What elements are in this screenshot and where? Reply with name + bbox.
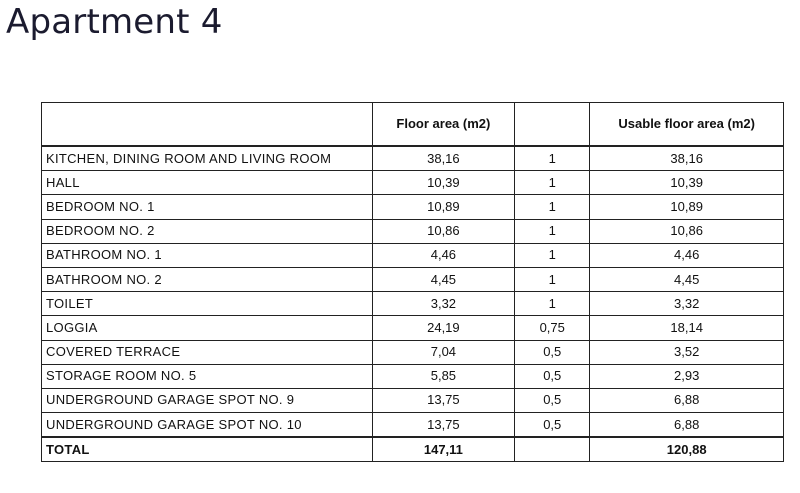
coefficient: 1 [515,243,590,267]
total-usable-area: 120,88 [590,437,784,462]
floor-area: 38,16 [372,146,514,171]
usable-area: 38,16 [590,146,784,171]
table-row [42,219,784,243]
room-name: TOILET [42,292,373,316]
usable-area: 2,93 [590,364,784,388]
coefficient: 1 [515,195,590,219]
usable-area: 4,46 [590,243,784,267]
page-title: Apartment 4 [6,2,223,42]
table-row [42,267,784,291]
header-room [42,103,373,147]
room-name: BATHROOM NO. 1 [42,243,373,267]
floor-area: 4,45 [372,267,514,291]
table-header-row [42,103,784,147]
usable-area: 4,45 [590,267,784,291]
coefficient: 1 [515,219,590,243]
floor-area: 5,85 [372,364,514,388]
usable-area: 6,88 [590,413,784,438]
table-row [42,388,784,412]
coefficient: 1 [515,267,590,291]
coefficient: 0,75 [515,316,590,340]
floor-area: 13,75 [372,388,514,412]
floor-area: 10,86 [372,219,514,243]
usable-area: 3,32 [590,292,784,316]
total-floor-area: 147,11 [372,437,514,462]
floor-area: 13,75 [372,413,514,438]
floor-area: 10,39 [372,171,514,195]
coefficient: 0,5 [515,388,590,412]
room-name: STORAGE ROOM NO. 5 [42,364,373,388]
room-name: COVERED TERRACE [42,340,373,364]
total-row [42,437,784,462]
coefficient: 0,5 [515,413,590,438]
room-name: HALL [42,171,373,195]
header-coefficient [515,103,590,147]
floor-area: 10,89 [372,195,514,219]
table-row [42,340,784,364]
coefficient: 1 [515,292,590,316]
usable-area: 18,14 [590,316,784,340]
header-floor-area: Floor area (m2) [372,103,514,147]
table-row [42,364,784,388]
table-row [42,413,784,438]
floor-area: 7,04 [372,340,514,364]
table-row [42,243,784,267]
floor-area: 4,46 [372,243,514,267]
coefficient: 0,5 [515,340,590,364]
room-name: BEDROOM NO. 2 [42,219,373,243]
usable-area: 3,52 [590,340,784,364]
usable-area: 10,89 [590,195,784,219]
header-usable-area: Usable floor area (m2) [590,103,784,147]
table-row [42,316,784,340]
usable-area: 6,88 [590,388,784,412]
room-name: KITCHEN, DINING ROOM AND LIVING ROOM [42,146,373,171]
table-row [42,292,784,316]
total-label: TOTAL [42,437,373,462]
coefficient: 0,5 [515,364,590,388]
area-table [41,102,784,462]
coefficient: 1 [515,171,590,195]
table-row [42,195,784,219]
room-name: BEDROOM NO. 1 [42,195,373,219]
table-row [42,171,784,195]
total-coefficient [515,437,590,462]
table-row [42,146,784,171]
usable-area: 10,86 [590,219,784,243]
room-name: LOGGIA [42,316,373,340]
floor-area: 24,19 [372,316,514,340]
usable-area: 10,39 [590,171,784,195]
room-name: UNDERGROUND GARAGE SPOT NO. 9 [42,388,373,412]
coefficient: 1 [515,146,590,171]
room-name: UNDERGROUND GARAGE SPOT NO. 10 [42,413,373,438]
room-name: BATHROOM NO. 2 [42,267,373,291]
floor-area: 3,32 [372,292,514,316]
